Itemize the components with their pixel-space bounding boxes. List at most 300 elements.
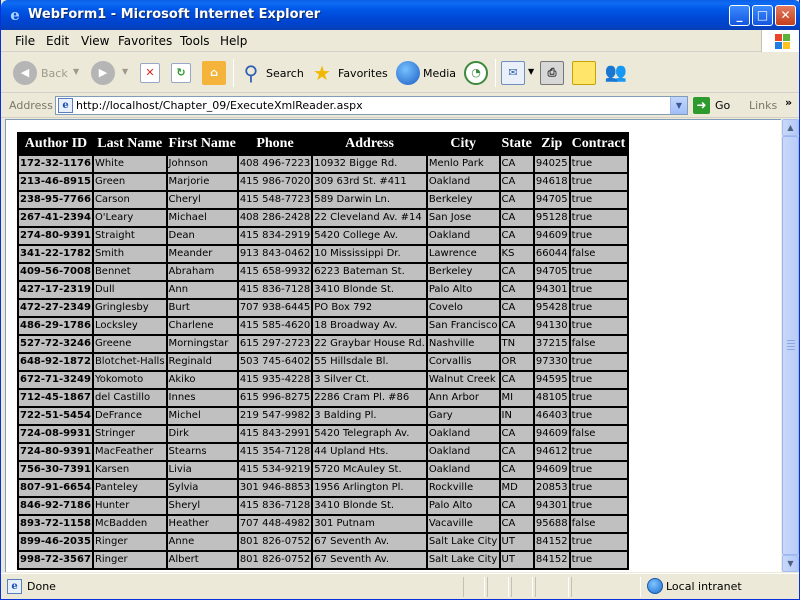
contract-cell: true <box>570 227 629 245</box>
author-id-cell: 899-46-2035 <box>18 533 93 551</box>
back-button[interactable] <box>13 58 88 88</box>
city-cell: Salt Lake City <box>427 551 500 569</box>
mail-dropdown-icon[interactable]: ▼ <box>528 67 535 76</box>
links-chevron-icon[interactable]: » <box>785 96 793 109</box>
address-cell: 18 Broadway Av. <box>312 317 427 335</box>
refresh-button[interactable] <box>171 58 195 88</box>
vertical-scrollbar[interactable] <box>781 119 798 572</box>
status-text: Done <box>27 580 56 593</box>
first-name-cell: Ann <box>167 281 238 299</box>
author-id-cell: 712-45-1867 <box>18 389 93 407</box>
table-row <box>18 371 628 389</box>
city-cell: Walnut Creek <box>427 371 500 389</box>
state-cell: CA <box>500 263 534 281</box>
table-row <box>18 515 628 533</box>
city-cell: Oakland <box>427 173 500 191</box>
phone-cell: 301 946-8853 <box>238 479 312 497</box>
last-name-cell: Bennet <box>93 263 167 281</box>
city-cell: San Francisco <box>427 317 500 335</box>
first-name-cell: Innes <box>167 389 238 407</box>
scroll-down-button[interactable] <box>782 555 799 572</box>
phone-cell: 415 935-4228 <box>238 371 312 389</box>
author-id-cell: 267-41-2394 <box>18 209 93 227</box>
state-cell: CA <box>500 209 534 227</box>
favorites-button[interactable] <box>310 58 390 88</box>
address-cell: 5420 College Av. <box>312 227 427 245</box>
author-id-cell: 427-17-2319 <box>18 281 93 299</box>
stop-button[interactable] <box>140 58 164 88</box>
state-cell: CA <box>500 191 534 209</box>
thumb-grip <box>787 343 795 344</box>
edit-note-icon <box>572 61 596 85</box>
first-name-cell: Marjorie <box>167 173 238 191</box>
security-zone: Local intranet <box>666 580 742 593</box>
contract-cell: true <box>570 551 629 569</box>
search-icon: ⚲ <box>243 61 259 85</box>
table-row <box>18 443 628 461</box>
minimize-button[interactable] <box>729 5 750 26</box>
author-id-cell: 724-08-9931 <box>18 425 93 443</box>
close-icon: ✕ <box>780 8 791 22</box>
title-bar[interactable] <box>1 0 800 30</box>
status-pane <box>463 577 485 597</box>
city-cell: San Jose <box>427 209 500 227</box>
table-row <box>18 281 628 299</box>
contract-cell: true <box>570 407 629 425</box>
zip-cell: 37215 <box>534 335 570 353</box>
print-button[interactable] <box>540 58 566 88</box>
table-row <box>18 461 628 479</box>
table-row <box>18 263 628 281</box>
table-row <box>18 497 628 515</box>
contract-cell: true <box>570 191 629 209</box>
address-cell: 589 Darwin Ln. <box>312 191 427 209</box>
address-cell: 44 Upland Hts. <box>312 443 427 461</box>
phone-cell: 415 986-7020 <box>238 173 312 191</box>
state-cell: UT <box>500 551 534 569</box>
zip-cell: 94618 <box>534 173 570 191</box>
history-clock-icon: ◔ <box>464 61 488 85</box>
last-name-cell: Straight <box>93 227 167 245</box>
last-name-cell: del Castillo <box>93 389 167 407</box>
zip-cell: 46403 <box>534 407 570 425</box>
state-cell: CA <box>500 515 534 533</box>
phone-cell: 408 496-7223 <box>238 155 312 173</box>
address-cell: 5420 Telegraph Av. <box>312 425 427 443</box>
table-row <box>18 227 628 245</box>
thumb-grip <box>787 340 795 341</box>
status-page-icon: e <box>7 579 22 594</box>
address-cell: 301 Putnam <box>312 515 427 533</box>
city-cell: Palo Alto <box>427 281 500 299</box>
close-button[interactable] <box>775 5 796 26</box>
status-bar <box>1 573 799 599</box>
last-name-cell: Yokomoto <box>93 371 167 389</box>
table-row <box>18 389 628 407</box>
zip-cell: 84152 <box>534 551 570 569</box>
address-label: Address <box>9 99 53 112</box>
table-row <box>18 191 628 209</box>
address-input[interactable] <box>55 96 688 115</box>
phone-cell: 415 354-7128 <box>238 443 312 461</box>
contract-cell: true <box>570 353 629 371</box>
city-cell: Oakland <box>427 227 500 245</box>
go-arrow-icon: ➜ <box>693 97 710 114</box>
forward-button[interactable] <box>91 58 133 88</box>
city-cell: Berkeley <box>427 263 500 281</box>
state-cell: CA <box>500 173 534 191</box>
maximize-button[interactable] <box>752 5 773 26</box>
contract-cell: true <box>570 497 629 515</box>
state-cell: TN <box>500 335 534 353</box>
column-header: Author ID <box>18 133 93 155</box>
author-id-cell: 238-95-7766 <box>18 191 93 209</box>
state-cell: CA <box>500 227 534 245</box>
first-name-cell: Sheryl <box>167 497 238 515</box>
author-id-cell: 648-92-1872 <box>18 353 93 371</box>
author-id-cell: 486-29-1786 <box>18 317 93 335</box>
author-id-cell: 998-72-3567 <box>18 551 93 569</box>
last-name-cell: Panteley <box>93 479 167 497</box>
mail-button[interactable] <box>501 58 535 88</box>
last-name-cell: Ringer <box>93 533 167 551</box>
state-cell: MI <box>500 389 534 407</box>
state-cell: CA <box>500 299 534 317</box>
table-row <box>18 173 628 191</box>
contract-cell: false <box>570 245 629 263</box>
contract-cell: false <box>570 425 629 443</box>
scroll-up-arrow-icon: ▲ <box>787 123 794 132</box>
city-cell: Menlo Park <box>427 155 500 173</box>
last-name-cell: Greene <box>93 335 167 353</box>
phone-cell: 415 658-9932 <box>238 263 312 281</box>
contract-cell: true <box>570 299 629 317</box>
address-cell: 6223 Bateman St. <box>312 263 427 281</box>
media-label: Media <box>423 67 457 80</box>
city-cell: Berkeley <box>427 191 500 209</box>
table-header-row <box>18 133 628 155</box>
authors-table <box>17 132 629 570</box>
menu-edit[interactable]: Edit <box>46 34 70 48</box>
page-content <box>5 119 781 572</box>
phone-cell: 615 297-2723 <box>238 335 312 353</box>
status-pane <box>487 577 509 597</box>
address-cell: 55 Hillsdale Bl. <box>312 353 427 371</box>
last-name-cell: Hunter <box>93 497 167 515</box>
last-name-cell: Gringlesby <box>93 299 167 317</box>
zip-cell: 94612 <box>534 443 570 461</box>
column-header: State <box>500 133 534 155</box>
contract-cell: true <box>570 209 629 227</box>
search-label: Search <box>266 67 304 80</box>
phone-cell: 801 826-0752 <box>238 551 312 569</box>
status-pane <box>511 577 533 597</box>
author-id-cell: 807-91-6654 <box>18 479 93 497</box>
author-id-cell: 724-80-9391 <box>18 443 93 461</box>
city-cell: Ann Arbor <box>427 389 500 407</box>
author-id-cell: 527-72-3246 <box>18 335 93 353</box>
phone-cell: 913 843-0462 <box>238 245 312 263</box>
author-id-cell: 672-71-3249 <box>18 371 93 389</box>
column-header: Zip <box>534 133 570 155</box>
author-id-cell: 341-22-1782 <box>18 245 93 263</box>
first-name-cell: Reginald <box>167 353 238 371</box>
contract-cell: true <box>570 173 629 191</box>
phone-cell: 415 834-2919 <box>238 227 312 245</box>
address-cell: 67 Seventh Av. <box>312 533 427 551</box>
first-name-cell: Morningstar <box>167 335 238 353</box>
state-cell: IN <box>500 407 534 425</box>
menu-tools[interactable]: Tools <box>180 34 210 48</box>
zip-cell: 94609 <box>534 461 570 479</box>
last-name-cell: Locksley <box>93 317 167 335</box>
table-row <box>18 407 628 425</box>
city-cell: Corvallis <box>427 353 500 371</box>
ie-logo-icon: e <box>10 6 20 24</box>
city-cell: Oakland <box>427 425 500 443</box>
address-cell: 2286 Cram Pl. #86 <box>312 389 427 407</box>
address-cell: 22 Graybar House Rd. <box>312 335 427 353</box>
contract-cell: false <box>570 335 629 353</box>
address-cell: 1956 Arlington Pl. <box>312 479 427 497</box>
scroll-thumb[interactable] <box>782 136 799 555</box>
address-cell: 5720 McAuley St. <box>312 461 427 479</box>
address-cell: PO Box 792 <box>312 299 427 317</box>
toolbar-separator <box>233 59 234 87</box>
first-name-cell: Akiko <box>167 371 238 389</box>
city-cell: Lawrence <box>427 245 500 263</box>
first-name-cell: Livia <box>167 461 238 479</box>
first-name-cell: Anne <box>167 533 238 551</box>
mail-icon: ✉ <box>501 61 525 85</box>
messenger-button[interactable] <box>604 58 632 88</box>
zip-cell: 20853 <box>534 479 570 497</box>
city-cell: Vacaville <box>427 515 500 533</box>
favorites-star-icon: ★ <box>313 61 331 85</box>
table-row <box>18 479 628 497</box>
menu-help[interactable]: Help <box>220 34 248 48</box>
column-header: Address <box>312 133 427 155</box>
author-id-cell: 756-30-7391 <box>18 461 93 479</box>
history-button[interactable] <box>464 58 490 88</box>
address-cell: 309 63rd St. #411 <box>312 173 427 191</box>
back-dropdown-icon[interactable]: ▼ <box>73 67 80 76</box>
zip-cell: 94025 <box>534 155 570 173</box>
zip-cell: 94705 <box>534 263 570 281</box>
status-pane <box>571 577 641 597</box>
table-row <box>18 533 628 551</box>
contract-cell: true <box>570 533 629 551</box>
zip-cell: 94301 <box>534 281 570 299</box>
table-row <box>18 551 628 569</box>
contract-cell: true <box>570 479 629 497</box>
address-cell: 10932 Bigge Rd. <box>312 155 427 173</box>
phone-cell: 415 836-7128 <box>238 281 312 299</box>
zip-cell: 97330 <box>534 353 570 371</box>
city-cell: Covelo <box>427 299 500 317</box>
messenger-icon: 👥 <box>604 62 628 83</box>
last-name-cell: O'Leary <box>93 209 167 227</box>
window-title: WebForm1 - Microsoft Internet Explorer <box>28 7 321 22</box>
zip-cell: 94705 <box>534 191 570 209</box>
search-button[interactable] <box>239 58 303 88</box>
zip-cell: 94609 <box>534 227 570 245</box>
zip-cell: 95428 <box>534 299 570 317</box>
menu-file[interactable]: File <box>15 34 36 48</box>
author-id-cell: 893-72-1158 <box>18 515 93 533</box>
page-icon: e <box>58 98 73 113</box>
zip-cell: 94301 <box>534 497 570 515</box>
media-button[interactable] <box>396 58 456 88</box>
phone-cell: 707 448-4982 <box>238 515 312 533</box>
first-name-cell: Stearns <box>167 443 238 461</box>
first-name-cell: Burt <box>167 299 238 317</box>
author-id-cell: 846-92-7186 <box>18 497 93 515</box>
first-name-cell: Charlene <box>167 317 238 335</box>
contract-cell: true <box>570 263 629 281</box>
menu-bar <box>1 30 799 52</box>
favorites-label: Favorites <box>338 67 388 80</box>
first-name-cell: Johnson <box>167 155 238 173</box>
address-cell: 3 Silver Ct. <box>312 371 427 389</box>
state-cell: MD <box>500 479 534 497</box>
zip-cell: 94130 <box>534 317 570 335</box>
column-header: Contract <box>570 133 629 155</box>
state-cell: CA <box>500 155 534 173</box>
back-arrow-icon: ◀ <box>13 61 37 85</box>
last-name-cell: Ringer <box>93 551 167 569</box>
phone-cell: 415 843-2991 <box>238 425 312 443</box>
contract-cell: true <box>570 389 629 407</box>
table-row <box>18 299 628 317</box>
contract-cell: true <box>570 317 629 335</box>
author-id-cell: 172-32-1176 <box>18 155 93 173</box>
last-name-cell: MacFeather <box>93 443 167 461</box>
last-name-cell: Carson <box>93 191 167 209</box>
scroll-down-arrow-icon: ▼ <box>787 559 794 568</box>
first-name-cell: Cheryl <box>167 191 238 209</box>
local-intranet-icon <box>647 578 663 594</box>
back-label: Back <box>41 67 68 80</box>
phone-cell: 707 938-6445 <box>238 299 312 317</box>
status-pane <box>535 577 569 597</box>
first-name-cell: Meander <box>167 245 238 263</box>
table-row <box>18 353 628 371</box>
state-cell: CA <box>500 371 534 389</box>
zip-cell: 94609 <box>534 425 570 443</box>
table-row <box>18 245 628 263</box>
first-name-cell: Dean <box>167 227 238 245</box>
city-cell: Gary <box>427 407 500 425</box>
contract-cell: true <box>570 443 629 461</box>
phone-cell: 408 286-2428 <box>238 209 312 227</box>
first-name-cell: Sylvia <box>167 479 238 497</box>
city-cell: Rockville <box>427 479 500 497</box>
first-name-cell: Abraham <box>167 263 238 281</box>
contract-cell: true <box>570 155 629 173</box>
city-cell: Nashville <box>427 335 500 353</box>
phone-cell: 219 547-9982 <box>238 407 312 425</box>
zip-cell: 95128 <box>534 209 570 227</box>
state-cell: CA <box>500 443 534 461</box>
home-button[interactable] <box>202 58 228 88</box>
contract-cell: true <box>570 371 629 389</box>
thumb-grip <box>787 349 795 350</box>
table-row <box>18 209 628 227</box>
edit-button[interactable] <box>572 58 598 88</box>
last-name-cell: Stringer <box>93 425 167 443</box>
author-id-cell: 472-27-2349 <box>18 299 93 317</box>
maximize-icon: □ <box>756 8 769 22</box>
phone-cell: 801 826-0752 <box>238 533 312 551</box>
address-bar <box>1 94 799 118</box>
last-name-cell: Green <box>93 173 167 191</box>
table-row <box>18 317 628 335</box>
address-url[interactable]: http://localhost/Chapter_09/ExecuteXmlReader.aspx <box>76 99 363 112</box>
phone-cell: 503 745-6402 <box>238 353 312 371</box>
forward-dropdown-icon[interactable]: ▼ <box>122 67 129 76</box>
phone-cell: 415 585-4620 <box>238 317 312 335</box>
address-dropdown-icon[interactable]: ▼ <box>670 97 687 114</box>
menu-view[interactable]: View <box>81 34 110 48</box>
links-toolbar[interactable]: Links <box>749 99 778 112</box>
address-cell: 67 Seventh Av. <box>312 551 427 569</box>
contract-cell: true <box>570 461 629 479</box>
table-row <box>18 155 628 173</box>
table-body <box>18 155 628 569</box>
address-cell: 10 Mississippi Dr. <box>312 245 427 263</box>
state-cell: CA <box>500 281 534 299</box>
state-cell: CA <box>500 317 534 335</box>
state-cell: KS <box>500 245 534 263</box>
city-cell: Oakland <box>427 461 500 479</box>
zip-cell: 95688 <box>534 515 570 533</box>
city-cell: Oakland <box>427 443 500 461</box>
column-header: Phone <box>238 133 312 155</box>
last-name-cell: White <box>93 155 167 173</box>
column-header: City <box>427 133 500 155</box>
contract-cell: false <box>570 515 629 533</box>
first-name-cell: Albert <box>167 551 238 569</box>
home-icon: ⌂ <box>202 61 226 85</box>
go-button[interactable] <box>693 96 739 115</box>
table-row <box>18 425 628 443</box>
address-cell: 3410 Blonde St. <box>312 497 427 515</box>
phone-cell: 415 534-9219 <box>238 461 312 479</box>
print-icon: ⎙ <box>540 61 564 85</box>
first-name-cell: Heather <box>167 515 238 533</box>
author-id-cell: 274-80-9391 <box>18 227 93 245</box>
first-name-cell: Michel <box>167 407 238 425</box>
table-row <box>18 335 628 353</box>
windows-logo-icon <box>761 30 799 52</box>
phone-cell: 415 836-7128 <box>238 497 312 515</box>
state-cell: CA <box>500 461 534 479</box>
toolbar-separator <box>495 59 496 87</box>
first-name-cell: Michael <box>167 209 238 227</box>
menu-favorites[interactable]: Favorites <box>118 34 173 48</box>
last-name-cell: Blotchet-Halls <box>93 353 167 371</box>
refresh-icon: ↻ <box>171 63 191 83</box>
city-cell: Salt Lake City <box>427 533 500 551</box>
state-cell: CA <box>500 497 534 515</box>
column-header: Last Name <box>93 133 167 155</box>
address-cell: 3 Balding Pl. <box>312 407 427 425</box>
phone-cell: 415 548-7723 <box>238 191 312 209</box>
author-id-cell: 722-51-5454 <box>18 407 93 425</box>
state-cell: UT <box>500 533 534 551</box>
scroll-up-button[interactable] <box>782 119 799 136</box>
